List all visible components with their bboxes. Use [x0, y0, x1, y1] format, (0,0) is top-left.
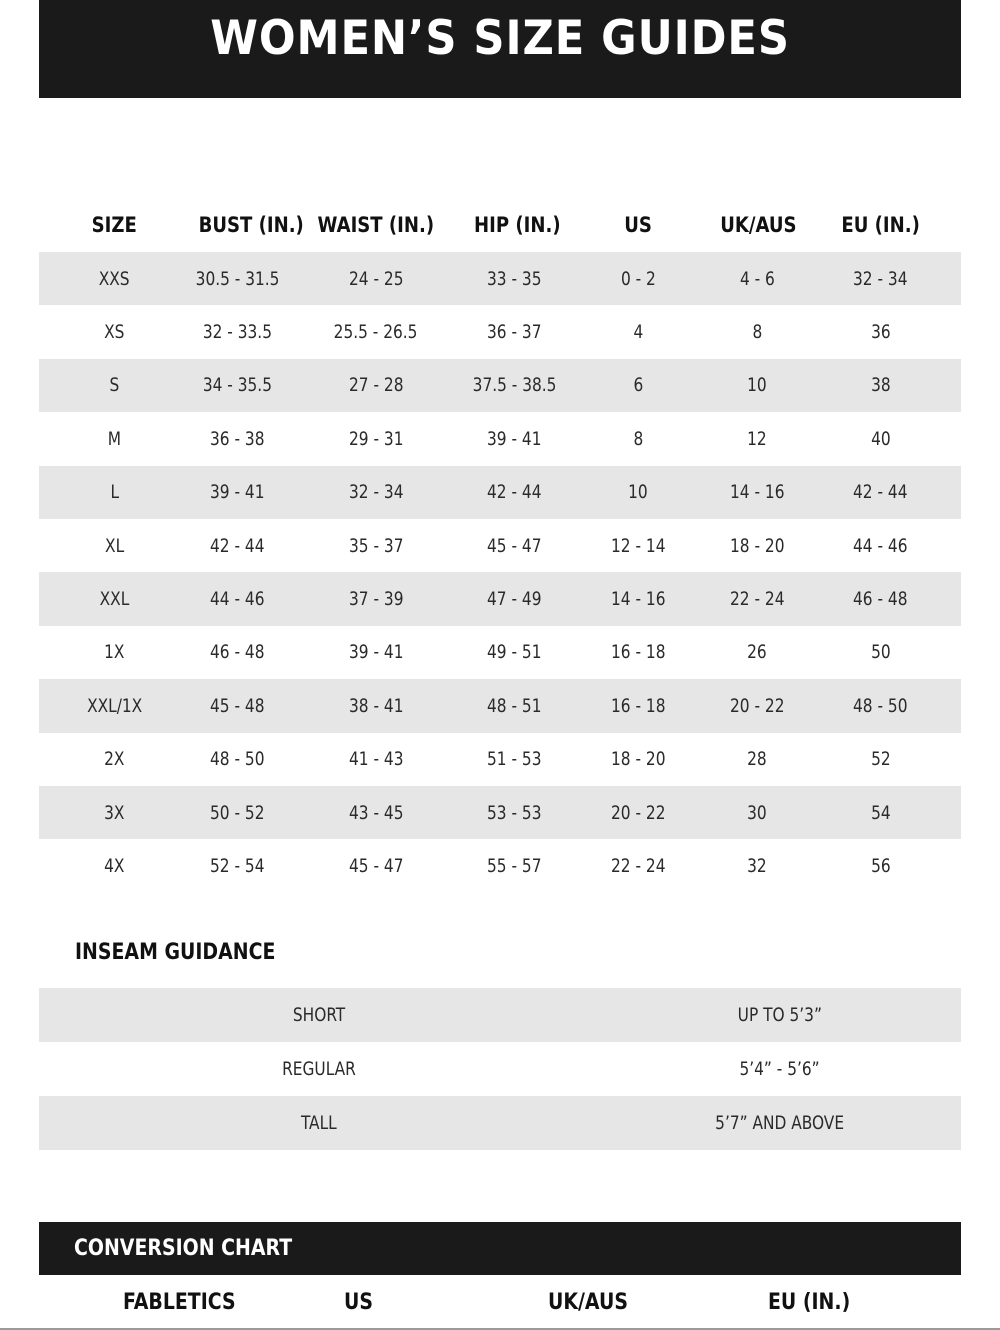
inseam-cell: SHORT — [39, 988, 599, 1042]
conversion-banner — [39, 1222, 961, 1275]
table-cell: L — [39, 466, 190, 519]
table-cell: XXL/1X — [39, 679, 190, 732]
table-cell: 4 — [633, 321, 643, 344]
table-cell: XL — [104, 534, 125, 557]
table-cell: 46 - 48 — [210, 641, 265, 664]
column-header: HIP (IN.) — [474, 212, 561, 237]
table-cell: 42 - 44 — [467, 466, 562, 519]
column-header: EU (IN.) — [841, 212, 920, 237]
table-cell: 10 — [714, 359, 800, 412]
inseam-cell: UP TO 5’3” — [599, 988, 961, 1042]
table-cell: 39 - 41 — [487, 427, 542, 450]
table-cell: 48 - 50 — [800, 679, 961, 732]
table-row — [39, 572, 961, 625]
table-cell: 33 - 35 — [467, 252, 562, 305]
table-row — [39, 733, 961, 786]
table-cell: 55 - 57 — [487, 854, 542, 877]
table-cell: 41 - 43 — [348, 748, 404, 771]
table-cell: 48 - 51 — [467, 679, 562, 732]
table-cell: 32 - 34 — [285, 466, 467, 519]
table-cell: 1X — [104, 641, 125, 664]
table-row — [39, 305, 961, 358]
table-cell: 20 - 22 — [562, 786, 714, 839]
column-header: UK/AUS — [720, 212, 797, 237]
table-cell: 25.5 - 26.5 — [334, 321, 418, 344]
table-cell: 32 — [747, 854, 767, 877]
table-cell: 24 - 25 — [285, 252, 467, 305]
table-cell: 45 - 47 — [487, 534, 542, 557]
table-cell: 49 - 51 — [487, 641, 542, 664]
table-cell: 3X — [39, 786, 190, 839]
table-cell: 42 - 44 — [210, 534, 265, 557]
table-cell: 30 — [714, 786, 800, 839]
conversion-column-header: US — [344, 1290, 373, 1315]
inseam-row — [39, 1042, 961, 1096]
table-cell: 12 - 14 — [610, 534, 666, 557]
inseam-cell: 5’4” - 5’6” — [739, 1058, 821, 1080]
inseam-row — [39, 988, 961, 1042]
table-cell: 32 - 33.5 — [202, 321, 273, 344]
table-row — [39, 839, 961, 892]
table-cell: 22 - 24 — [610, 854, 666, 877]
table-cell: 22 - 24 — [714, 572, 800, 625]
table-cell: 36 - 38 — [210, 427, 265, 450]
table-cell: M — [107, 427, 122, 450]
table-cell: 39 - 41 — [348, 641, 404, 664]
table-cell: 50 — [870, 641, 891, 664]
conversion-column-header: FABLETICS — [123, 1290, 236, 1315]
table-cell: 52 - 54 — [210, 854, 265, 877]
table-cell: 8 — [752, 321, 762, 344]
table-cell: 43 - 45 — [285, 786, 467, 839]
table-row — [39, 359, 961, 412]
table-cell: 6 — [562, 359, 714, 412]
table-cell: 18 - 20 — [729, 534, 785, 557]
table-cell: 4 - 6 — [714, 252, 800, 305]
table-cell: S — [39, 359, 190, 412]
size-table-header — [39, 197, 961, 252]
table-row — [39, 252, 961, 305]
table-cell: 40 — [870, 427, 891, 450]
table-cell: 36 - 37 — [487, 321, 542, 344]
table-cell: 27 - 28 — [285, 359, 467, 412]
table-cell: 48 - 50 — [210, 748, 265, 771]
table-cell: 28 — [747, 748, 767, 771]
inseam-cell: TALL — [39, 1096, 599, 1150]
column-header: SIZE — [91, 212, 138, 237]
inseam-cell: 5’7” AND ABOVE — [599, 1096, 961, 1150]
table-cell: 45 - 47 — [348, 854, 404, 877]
title-banner — [39, 0, 961, 98]
table-cell: 54 — [800, 786, 961, 839]
table-cell: XXS — [39, 252, 190, 305]
table-cell: 29 - 31 — [348, 427, 404, 450]
table-cell: 4X — [104, 854, 125, 877]
inseam-row — [39, 1096, 961, 1150]
table-cell: 46 - 48 — [800, 572, 961, 625]
conversion-column-header: UK/AUS — [548, 1290, 628, 1315]
table-cell: 18 - 20 — [610, 748, 666, 771]
table-cell: 2X — [104, 748, 125, 771]
table-cell: 38 — [800, 359, 961, 412]
table-cell: XS — [104, 321, 125, 344]
table-cell: XXL — [39, 572, 190, 625]
table-row — [39, 466, 961, 519]
table-cell: 0 - 2 — [562, 252, 714, 305]
table-cell: 52 — [870, 748, 891, 771]
table-cell: 35 - 37 — [348, 534, 404, 557]
table-cell: 16 - 18 — [562, 679, 714, 732]
inseam-table — [39, 988, 961, 1150]
table-cell: 37 - 39 — [285, 572, 467, 625]
table-cell: 50 - 52 — [190, 786, 285, 839]
table-cell: 20 - 22 — [714, 679, 800, 732]
table-cell: 53 - 53 — [467, 786, 562, 839]
column-header: US — [624, 212, 652, 237]
conversion-title: CONVERSION CHART — [74, 1236, 293, 1261]
table-cell: 36 — [870, 321, 891, 344]
table-cell: 30.5 - 31.5 — [190, 252, 285, 305]
page-title: WOMEN’S SIZE GUIDES — [210, 10, 790, 66]
inseam-cell: REGULAR — [282, 1058, 356, 1080]
table-cell: 45 - 48 — [190, 679, 285, 732]
column-header: WAIST (IN.) — [317, 212, 435, 237]
table-cell: 44 - 46 — [853, 534, 908, 557]
table-cell: 42 - 44 — [800, 466, 961, 519]
table-cell: 8 — [633, 427, 643, 450]
table-row — [39, 519, 961, 572]
table-row — [39, 412, 961, 465]
table-cell: 47 - 49 — [467, 572, 562, 625]
table-cell: 16 - 18 — [610, 641, 666, 664]
table-cell: 32 - 34 — [800, 252, 961, 305]
table-cell: 56 — [870, 854, 891, 877]
table-cell: 51 - 53 — [487, 748, 542, 771]
table-cell: 14 - 16 — [714, 466, 800, 519]
column-header: BUST (IN.) — [198, 212, 304, 237]
table-row — [39, 626, 961, 679]
table-cell: 39 - 41 — [190, 466, 285, 519]
table-cell: 44 - 46 — [190, 572, 285, 625]
table-cell: 10 — [562, 466, 714, 519]
table-row — [39, 786, 961, 839]
table-cell: 12 — [747, 427, 767, 450]
inseam-title: INSEAM GUIDANCE — [75, 940, 276, 965]
table-cell: 38 - 41 — [285, 679, 467, 732]
table-cell: 26 — [747, 641, 767, 664]
conversion-column-header: EU (IN.) — [768, 1290, 851, 1315]
table-cell: 37.5 - 38.5 — [467, 359, 562, 412]
table-cell: 34 - 35.5 — [190, 359, 285, 412]
table-cell: 14 - 16 — [562, 572, 714, 625]
table-row — [39, 679, 961, 732]
size-table — [39, 197, 961, 893]
